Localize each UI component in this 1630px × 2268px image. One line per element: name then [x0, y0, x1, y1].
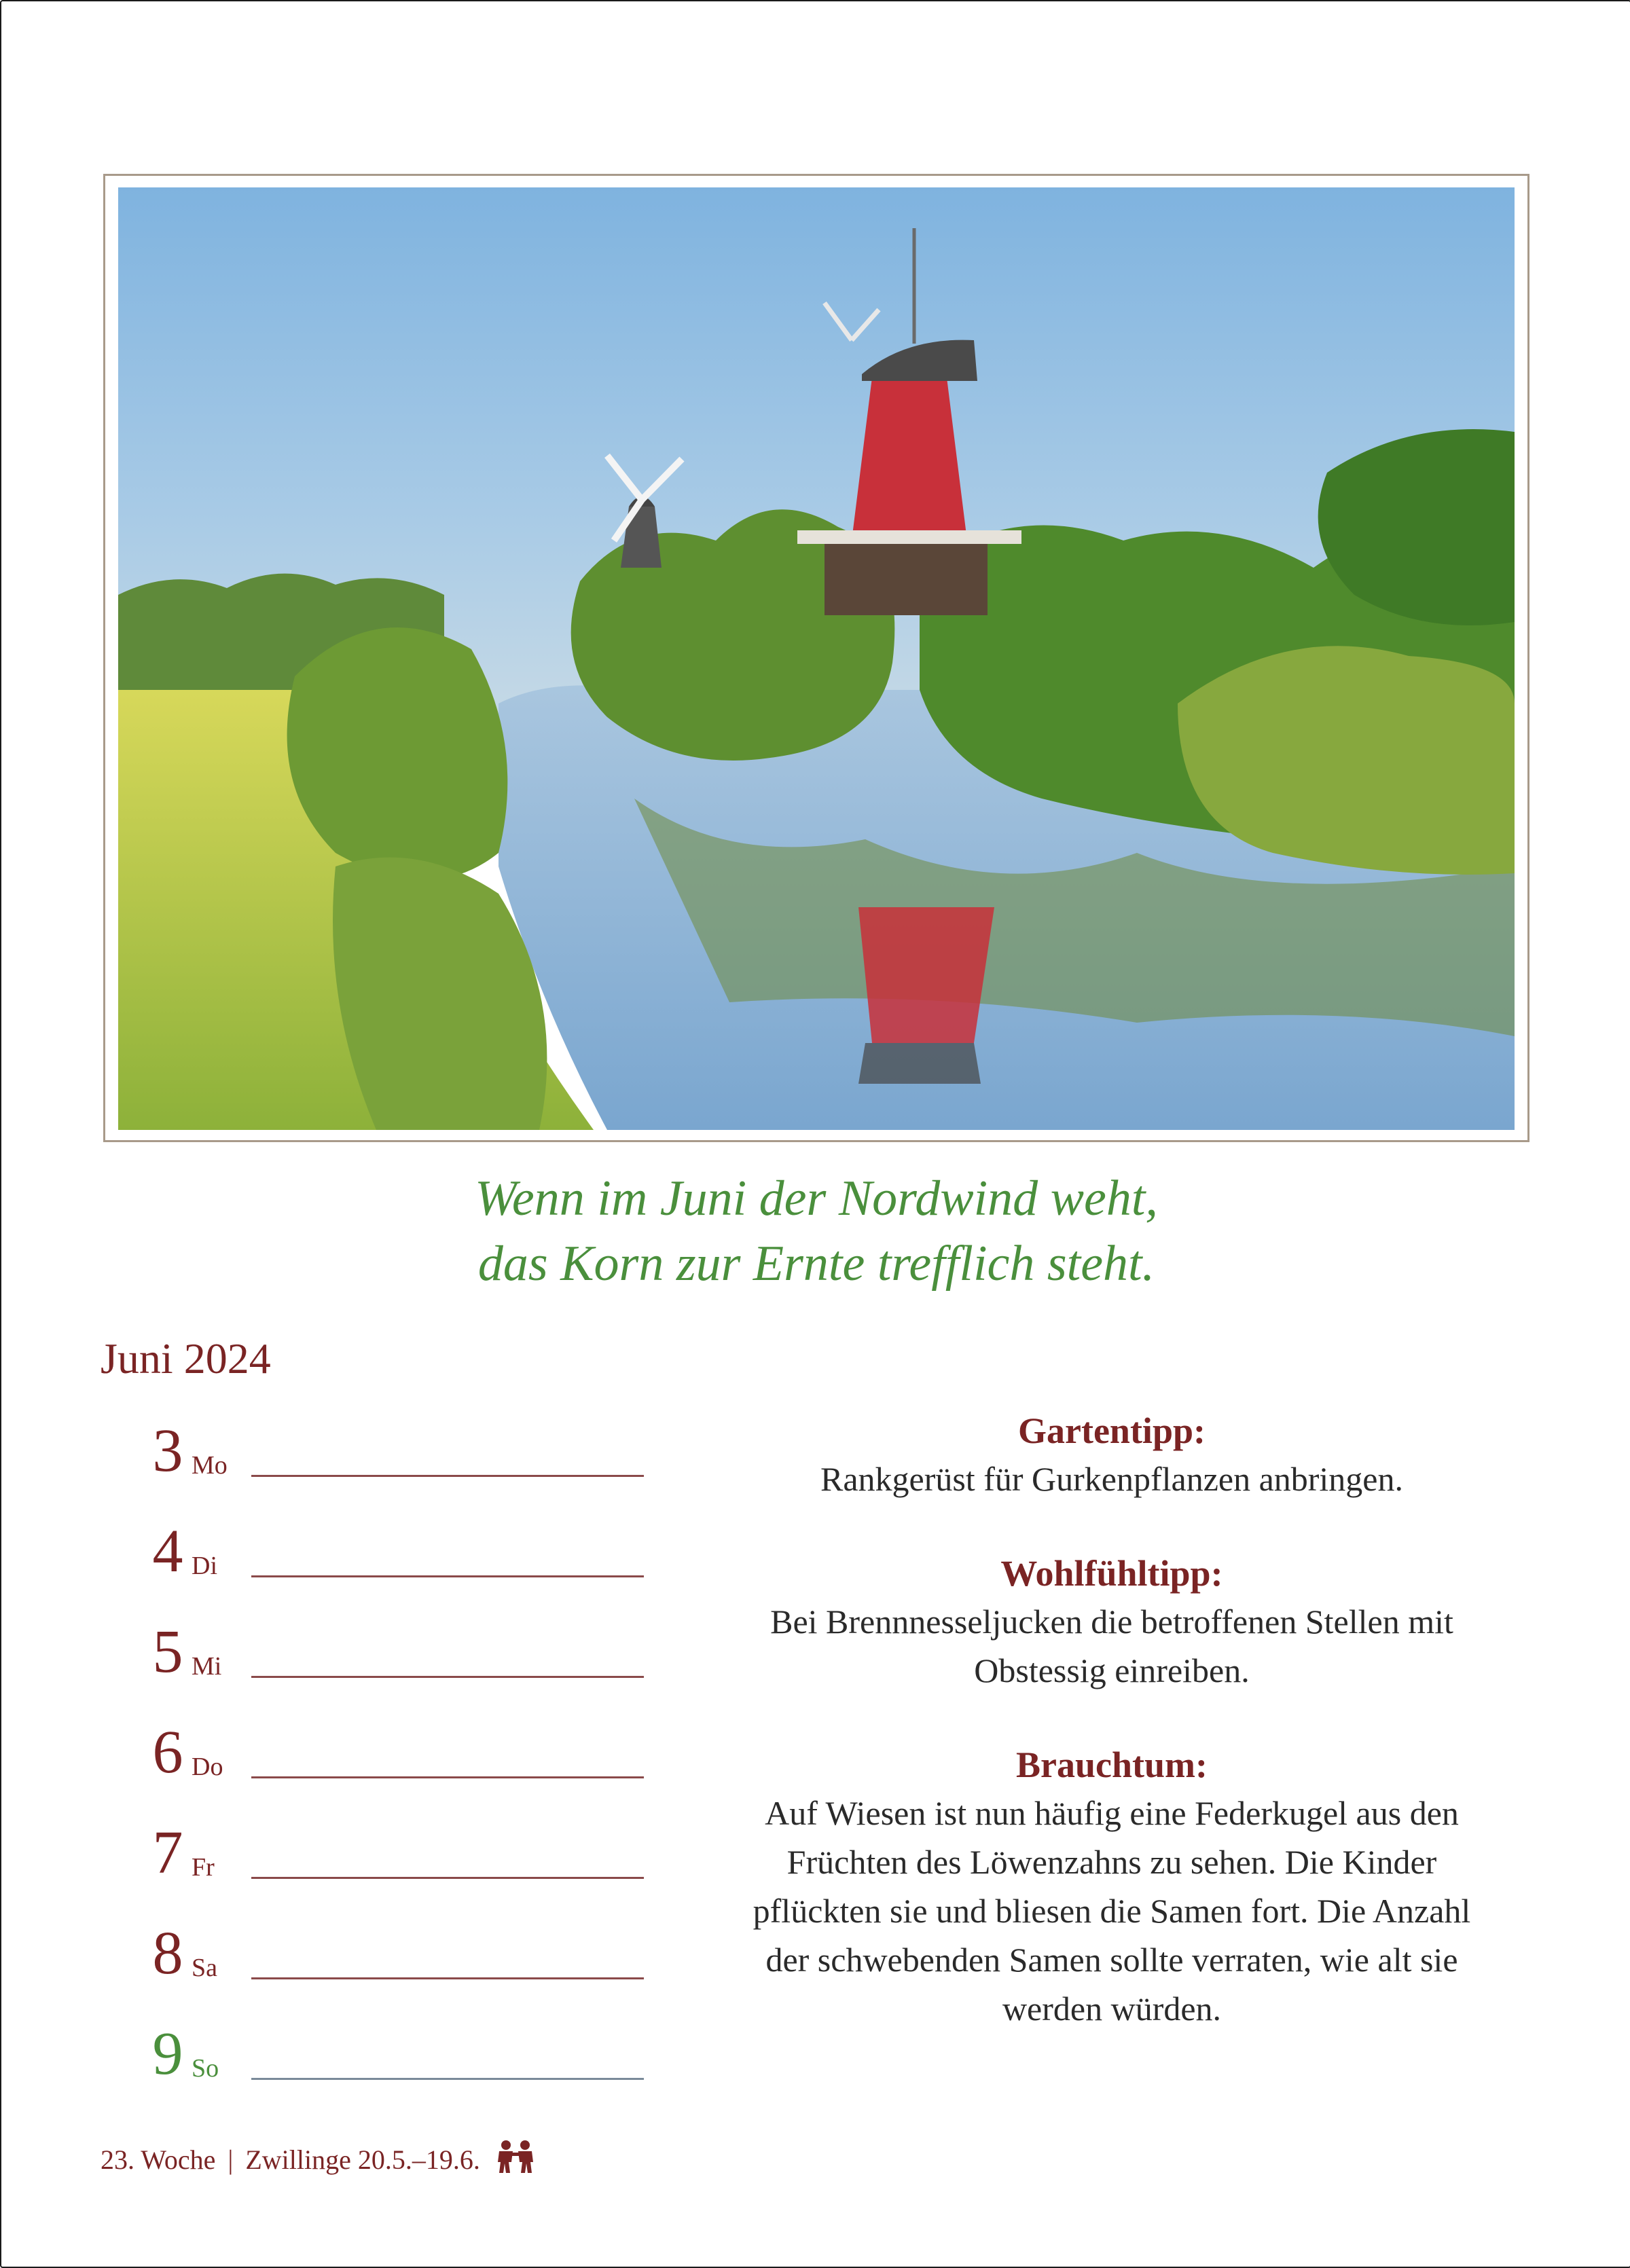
wellness-tip-line: Obstessig einreiben. — [974, 1651, 1250, 1689]
zodiac-range: Zwillinge 20.5.–19.6. — [245, 2144, 480, 2175]
wellness-tip-title: Wohlfühltipp: — [1000, 1553, 1223, 1594]
note-line — [251, 1877, 644, 1879]
custom-tip-line: der schwebenden Samen sollte verraten, wie alt sie — [765, 1941, 1458, 1979]
week-number: 23. Woche — [101, 2144, 216, 2175]
footer — [101, 2139, 537, 2180]
day-abbr: So — [192, 2054, 219, 2083]
custom-tip-line: Früchten des Löwenzahns zu sehen. Die Kinder — [786, 1843, 1437, 1881]
custom-tip-title: Brauchtum: — [1016, 1744, 1208, 1785]
note-line — [251, 1575, 644, 1577]
day-number: 4 — [152, 1518, 183, 1585]
day-abbr: Di — [192, 1552, 217, 1580]
tips-section — [687, 1407, 1536, 2079]
proverb-line-1: Wenn im Juni der Nordwind weht, — [475, 1171, 1158, 1226]
day-row-sunday[interactable] — [124, 2017, 647, 2112]
day-abbr: Mo — [192, 1451, 228, 1480]
gemini-twins-icon — [494, 2139, 537, 2180]
note-line — [251, 1676, 644, 1678]
day-row-thursday[interactable] — [124, 1715, 647, 1810]
custom-tip-line: pflückten sie und bliesen die Samen fort. Die Anzahl — [753, 1892, 1471, 1930]
day-number: 9 — [152, 2020, 183, 2087]
day-number: 3 — [152, 1417, 183, 1484]
day-number: 7 — [152, 1819, 183, 1886]
custom-tip-text — [687, 1789, 1536, 2033]
garden-tip-line: Rankgerüst für Gurkenpflanzen anbringen. — [820, 1460, 1404, 1498]
day-row-tuesday[interactable] — [124, 1514, 647, 1609]
day-number: 5 — [152, 1618, 183, 1685]
footer-separator: | — [228, 2144, 234, 2175]
day-abbr: Fr — [192, 1853, 215, 1882]
day-number: 8 — [152, 1920, 183, 1987]
day-row-friday[interactable] — [124, 1816, 647, 1911]
custom-tip-line: werden würden. — [1002, 1990, 1222, 2028]
month-title: Juni 2024 — [101, 1334, 271, 1383]
weather-proverb — [1, 1166, 1630, 1296]
day-abbr: Sa — [192, 1954, 217, 1982]
windmill-landscape-image — [118, 187, 1515, 1130]
note-line — [251, 1977, 644, 1979]
note-line — [251, 1776, 644, 1778]
day-row-saturday[interactable] — [124, 1916, 647, 2011]
photo-frame — [103, 174, 1529, 1142]
proverb-line-2: das Korn zur Ernte trefflich steht. — [477, 1236, 1155, 1292]
day-abbr: Do — [192, 1753, 223, 1781]
note-line — [251, 2078, 644, 2080]
day-row-monday[interactable] — [124, 1414, 647, 1509]
wellness-tip-text — [687, 1597, 1536, 1695]
day-number: 6 — [152, 1719, 183, 1786]
garden-tip-text — [687, 1455, 1536, 1503]
day-row-wednesday[interactable] — [124, 1615, 647, 1710]
garden-tip-title: Gartentipp: — [1018, 1410, 1206, 1451]
day-abbr: Mi — [192, 1652, 222, 1681]
custom-tip-line: Auf Wiesen ist nun häufig eine Federkugel aus den — [765, 1794, 1459, 1832]
wellness-tip-line: Bei Brennnesseljucken die betroffenen Stellen mit — [770, 1603, 1453, 1641]
note-line — [251, 1475, 644, 1477]
